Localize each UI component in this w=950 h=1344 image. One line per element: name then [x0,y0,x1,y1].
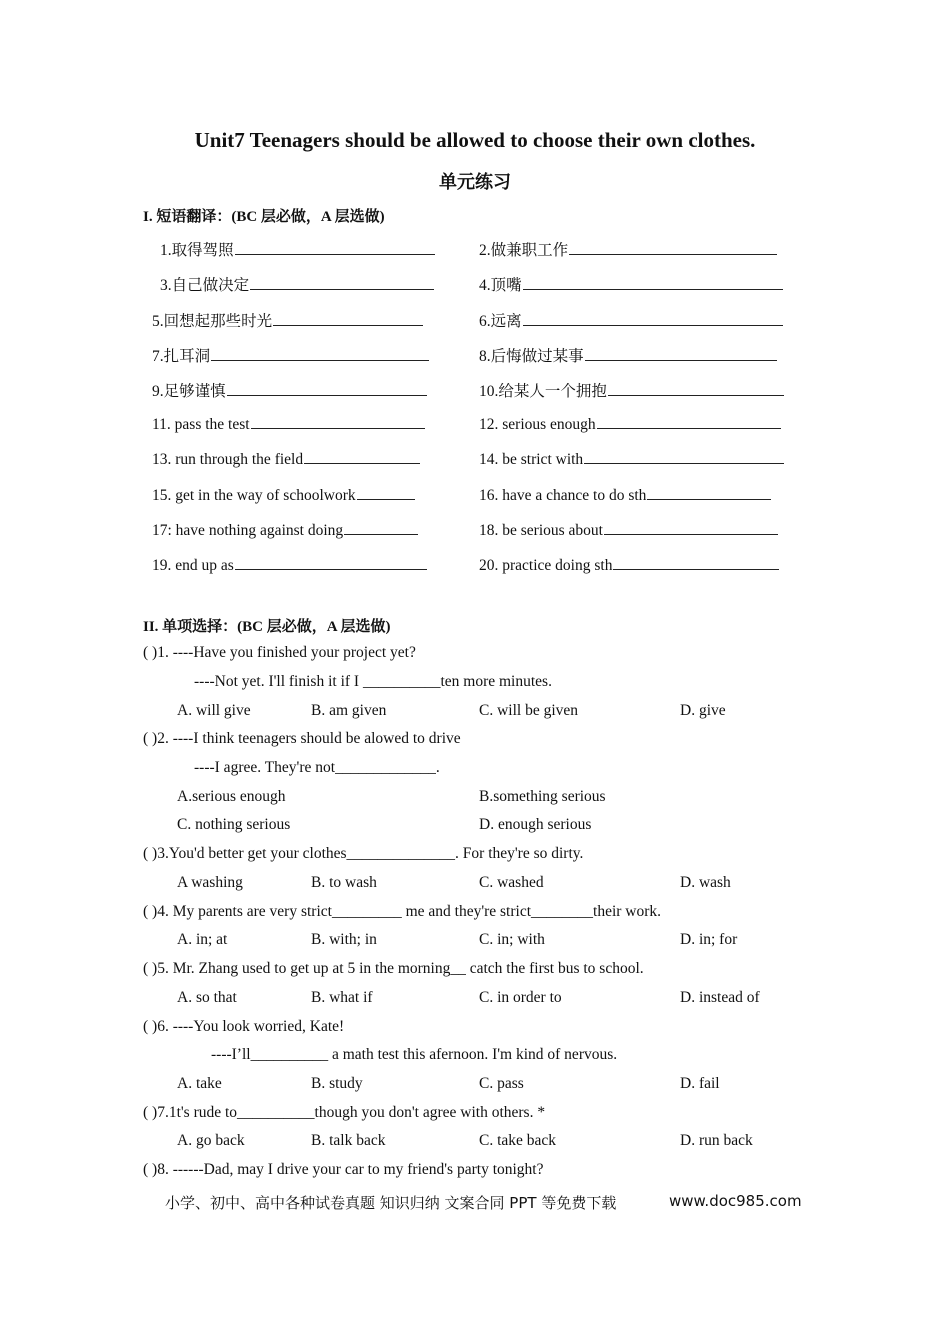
phrase-item: 18. be serious about [479,520,778,540]
footer-url[interactable]: www.doc985.com [669,1192,802,1210]
phrase-item: 8.后悔做过某事 [479,344,777,366]
phrase-item: 4.顶嘴 [479,273,783,295]
option-a: A. in; at [177,931,228,948]
question-8: ( )8. ------Dad, may I drive your car to my friend's party tonight? [143,1161,544,1178]
option-d: D. instead of [680,989,760,1006]
question-3: ( )3.You'd better get your clothes______________. For they're so dirty. [143,845,584,862]
question-7: ( )7.1t's rude to__________though you don't agree with others. * [143,1104,546,1121]
option-a: A washing [177,874,243,891]
question-1-dialog: ----Not yet. I'll finish it if I __________ten more minutes. [194,673,552,690]
option-a: A. take [177,1075,222,1092]
option-c: C. nothing serious [177,816,291,833]
option-b: B. study [311,1075,363,1092]
phrase-item: 5.回想起那些时光 [152,309,423,331]
phrase-item: 12. serious enough [479,414,781,434]
phrase-item: 7.扎耳洞 [152,344,429,366]
page-title: Unit7 Teenagers should be allowed to choose their own clothes. [194,128,756,152]
phrase-item: 13. run through the field [152,449,420,469]
option-b: B. what if [311,989,373,1006]
section-2-heading: II. 单项选择：(BC 层必做，A 层选做) [143,619,391,635]
phrase-item: 2.做兼职工作 [479,238,777,260]
option-a: A. will give [177,702,251,719]
phrase-item: 20. practice doing sth [479,555,779,575]
section-1-heading: I. 短语翻译：(BC 层必做，A 层选做) [143,209,385,225]
option-d: D. fail [680,1075,720,1092]
option-a: A. so that [177,989,237,1006]
phrase-item: 3.自己做决定 [160,273,434,295]
option-b: B.something serious [479,788,606,805]
question-6: ( )6. ----You look worried, Kate! [143,1018,345,1035]
phrase-item: 1.取得驾照 [160,238,435,260]
option-b: B. am given [311,702,387,719]
question-4: ( )4. My parents are very strict_________ me and they're strict________their work. [143,903,662,920]
phrase-item: 17: have nothing against doing [152,520,418,540]
option-c: C. will be given [479,702,579,719]
phrase-item: 9.足够谨慎 [152,379,427,401]
footer-text: 小学、初中、高中各种试卷真题 知识归纳 文案合同 PPT 等免费下载 [165,1194,617,1212]
option-c: C. washed [479,874,544,891]
phrase-item: 6.远离 [479,309,783,331]
option-a: A.serious enough [177,788,286,805]
option-a: A. go back [177,1132,245,1149]
option-d: D. give [680,702,726,719]
option-d: D. run back [680,1132,753,1149]
option-b: B. with; in [311,931,377,948]
option-b: B. to wash [311,874,377,891]
question-6-dialog: ----I’ll__________ a math test this afernoon. I'm kind of nervous. [211,1046,618,1063]
question-2-dialog: ----I agree. They're not_____________. [194,759,440,776]
phrase-item: 15. get in the way of schoolwork [152,485,415,505]
phrase-item: 19. end up as [152,555,427,575]
phrase-item: 11. pass the test [152,414,425,434]
phrase-item: 10.给某人一个拥抱 [479,379,784,401]
question-1: ( )1. ----Have you finished your project yet? [143,644,416,661]
option-c: C. pass [479,1075,524,1092]
question-2: ( )2. ----I think teenagers should be alowed to drive [143,730,461,747]
phrase-item: 14. be strict with [479,449,784,469]
option-c: C. in order to [479,989,562,1006]
phrase-item: 16. have a chance to do sth [479,485,771,505]
option-d: D. wash [680,874,731,891]
option-c: C. in; with [479,931,545,948]
option-d: D. in; for [680,931,738,948]
option-c: C. take back [479,1132,557,1149]
option-b: B. talk back [311,1132,386,1149]
page-subtitle: 单元练习 [439,172,511,193]
question-5: ( )5. Mr. Zhang used to get up at 5 in the morning__ catch the first bus to school. [143,960,644,977]
option-d: D. enough serious [479,816,592,833]
